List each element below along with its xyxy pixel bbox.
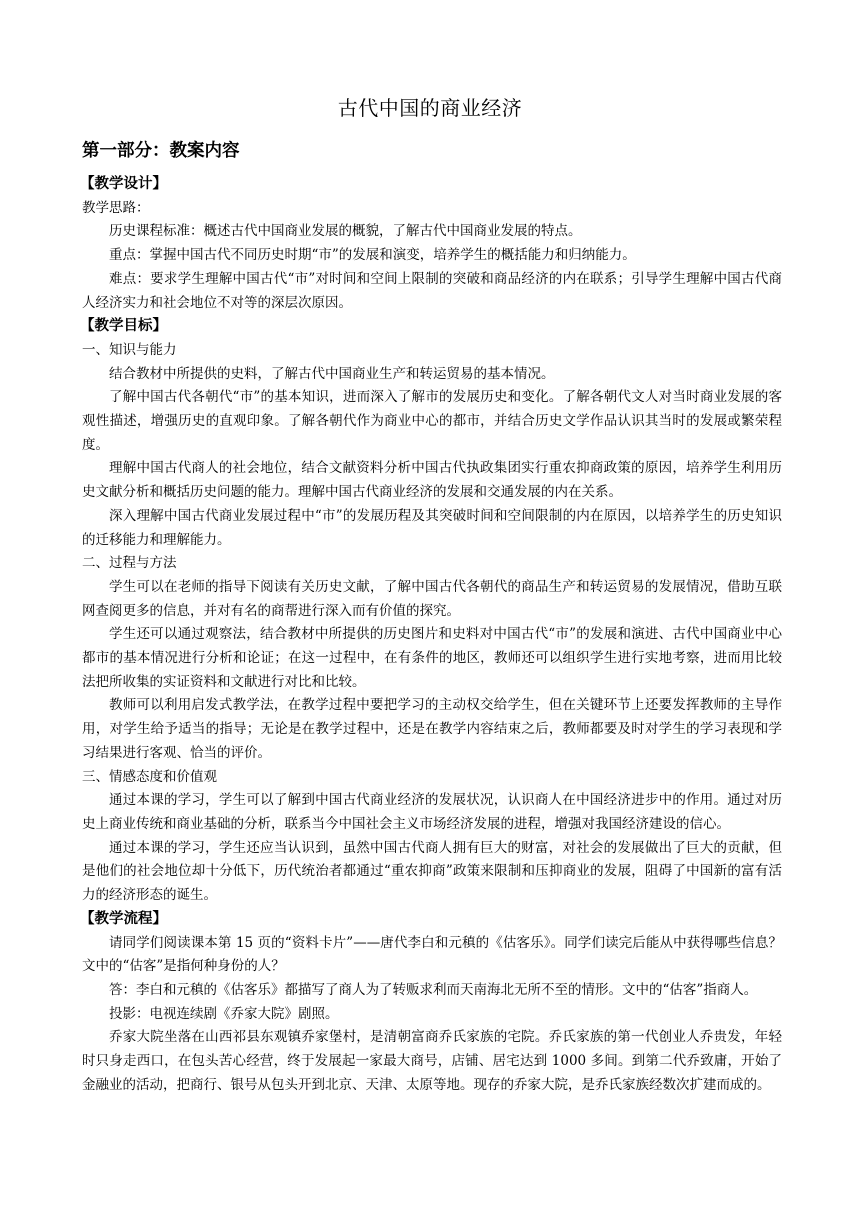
document-title: 古代中国的商业经济 — [337, 96, 523, 120]
flow-paragraph: 请同学们阅读课本第 15 页的“资料卡片”——唐代李白和元稹的《估客乐》。同学们读完后能从中获得哪些信息？文中的“估客”是指何种身份的人？ — [82, 934, 782, 975]
goals-paragraph: 通过本课的学习，学生可以了解到中国古代商业经济的发展状况，认识商人在中国经济进步中的作用。通过对历史上商业传统和商业基础的分析，联系当今中国社会主义市场经济发展的进程，增强对我国经济建设的信心。 — [82, 792, 782, 832]
flow-paragraph: 答：李白和元稹的《估客乐》都描写了商人为了转贩求利而天南海北无所不至的情形。文中的“估客”指商人。 — [109, 981, 758, 998]
part1-heading: 第一部分：教案内容 — [82, 141, 240, 161]
design-paragraph: 历史课程标准：概述古代中国商业发展的概貌，了解古代中国商业发展的特点。 — [109, 223, 582, 240]
goals-heading: 【教学目标】 — [80, 318, 167, 335]
design-heading: 【教学设计】 — [80, 176, 167, 192]
goals-section1-label: 一、知识与能力 — [82, 341, 177, 358]
goals-section2-label: 二、过程与方法 — [82, 555, 177, 572]
design-paragraph: 难点：要求学生理解中国古代“市”对时间和空间上限制的突破和商品经济的内在联系；引导学生理解中国古代商人经济实力和社会地位不对等的深层次原因。 — [82, 270, 782, 311]
goals-paragraph: 通过本课的学习，学生还应当认识到，虽然中国古代商人拥有巨大的财富，对社会的发展做出了巨大的贡献，但是他们的社会地位却十分低下，历代统治者都通过“重农抑商”政策来限制和压抑商业的发展，阻碍了中国新的富有活力的经济形态的诞生。 — [82, 839, 782, 904]
goals-paragraph: 学生可以在老师的指导下阅读有关历史文献，了解中国古代各朝代的商品生产和转运贸易的发展情况，借助互联网查阅更多的信息，并对有名的商帮进行深入而有价值的探究。 — [82, 578, 782, 619]
goals-section3-label: 三、情感态度和价值观 — [82, 768, 217, 785]
flow-paragraph: 乔家大院坐落在山西祁县东观镇乔家堡村，是清朝富商乔氏家族的宅院。乔氏家族的第一代创业人乔贵发，年轻时只身走西口，在包头苦心经营，终于发展起一家最大商号，店铺、居宅达到 1000 多间。到第二代乔致庸，开始了金融业的活动，把商行、银号从包头开到北京、天津、太原等地。现存的乔家大院，是乔氏家族经数次扩建而成的。 — [82, 1029, 782, 1093]
goals-paragraph: 理解中国古代商人的社会地位，结合文献资料分析中国古代执政集团实行重农抑商政策的原因，培养学生利用历史文献分析和概括历史问题的能力。理解中国古代商业经济的发展和交通发展的内在关系。 — [82, 460, 782, 501]
flow-paragraph: 投影：电视连续剧《乔家大院》剧照。 — [109, 1005, 339, 1022]
design-label: 教学思路： — [82, 199, 150, 216]
goals-paragraph: 结合教材中所提供的史料，了解古代中国商业生产和转运贸易的基本情况。 — [109, 365, 555, 382]
document-body — [82, 138, 782, 1097]
goals-paragraph: 了解中国古代各朝代“市”的基本知识，进而深入了解市的发展历史和变化。了解各朝代文人对当时商业发展的客观性描述，增强历史的直观印象。了解各朝代作为商业中心的都市，并结合历史文学作品认识其当时的发展或繁荣程度。 — [82, 389, 782, 453]
design-paragraph: 重点：掌握中国古代不同历史时期“市”的发展和演变，培养学生的概括能力和归纳能力。 — [109, 247, 636, 264]
goals-paragraph: 教师可以利用启发式教学法，在教学过程中要把学习的主动权交给学生，但在关键环节上还要发挥教师的主导作用，对学生给予适当的指导；无论是在教学过程中，还是在教学内容结束之后，教师都要及时对学生的学习表现和学习结果进行客观、恰当的评价。 — [82, 697, 782, 761]
goals-paragraph: 深入理解中国古代商业发展过程中“市”的发展历程及其突破时间和空间限制的内在原因，以培养学生的历史知识的迁移能力和理解能力。 — [82, 507, 782, 548]
flow-heading: 【教学流程】 — [80, 910, 167, 927]
goals-paragraph: 学生还可以通过观察法，结合教材中所提供的历史图片和史料对中国古代“市”的发展和演进、古代中国商业中心都市的基本情况进行分析和论证；在这一过程中，在有条件的地区，教师还可以组织学生进行实地考察，进而用比较法把所收集的实证资料和文献进行对比和比较。 — [82, 626, 782, 690]
